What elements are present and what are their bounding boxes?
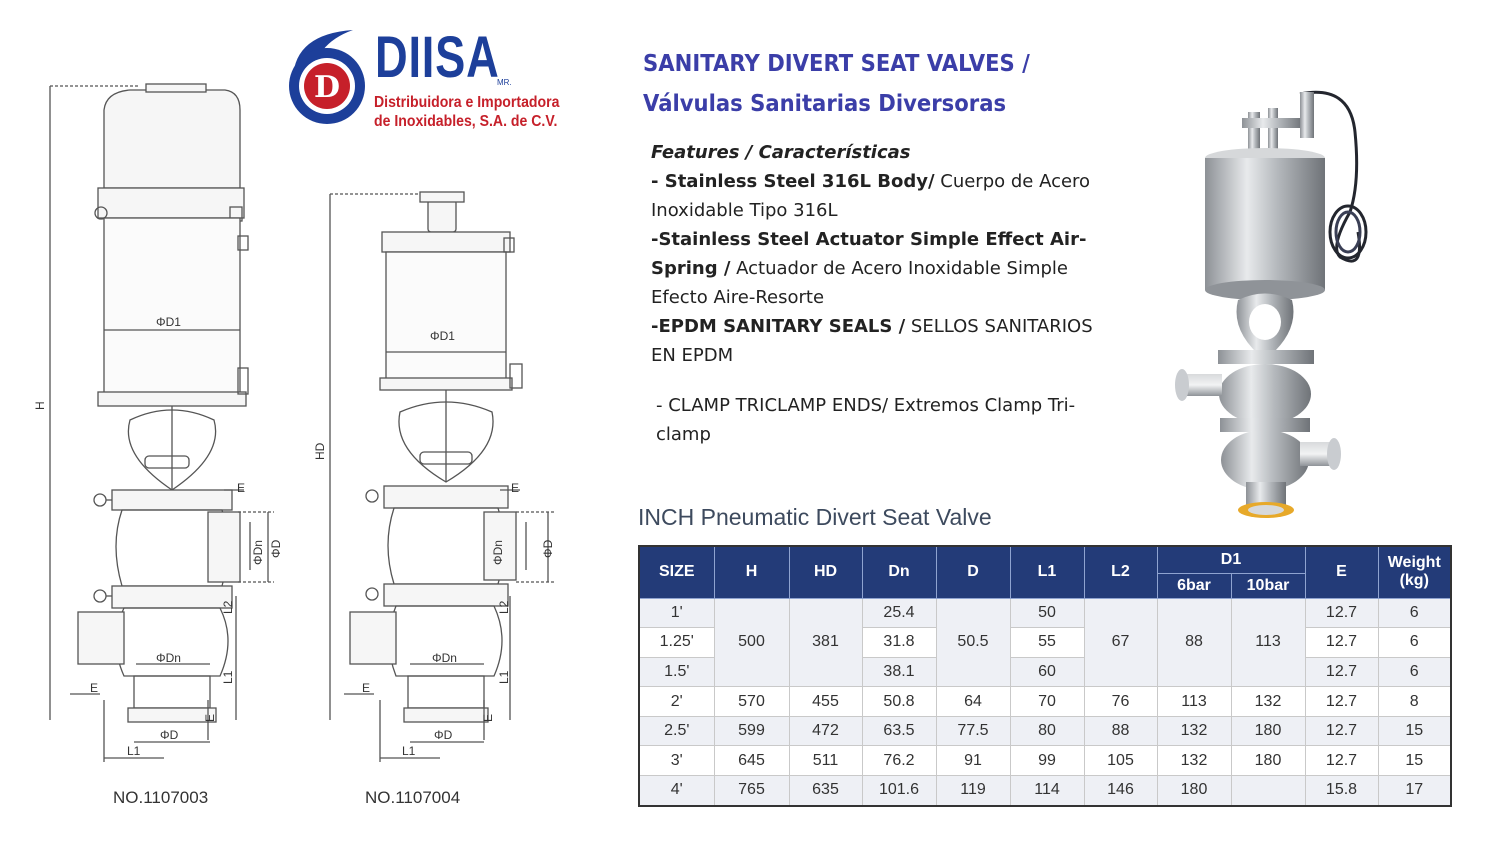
cell-hd: 472 [789, 716, 862, 746]
cell-weight: 17 [1378, 776, 1451, 806]
feature-item [651, 312, 1121, 370]
table-row [639, 776, 1451, 806]
col-header-d: D [936, 546, 1010, 598]
logo-emblem [283, 26, 375, 136]
dim-d-label-right-bottom: ΦD [434, 728, 453, 742]
feature-item-text: Actuador de Acero Inoxidable Simple Efecto Aire-Resorte [651, 258, 1069, 308]
dim-dn-label-left-side: ΦDn [251, 540, 265, 565]
cell-d: 64 [936, 687, 1010, 717]
col-header-dn: Dn [862, 546, 936, 598]
cell-h: 645 [714, 746, 789, 776]
cell-e: 15.8 [1305, 776, 1378, 806]
cell-d1-10bar: 180 [1231, 746, 1305, 776]
cell-size: 1.25' [639, 628, 714, 658]
col-header-weight: Weight (kg) [1378, 546, 1451, 598]
feature-item-bold: -Stainless Steel Actuator Simple Effect Air-Spring / [651, 229, 1087, 279]
dim-d-label-left-side: ΦD [269, 539, 283, 558]
col-header-l1: L1 [1010, 546, 1084, 598]
cell-d1-6bar: 132 [1157, 746, 1231, 776]
cell-size: 1.5' [639, 657, 714, 687]
col-header-l2: L2 [1084, 546, 1157, 598]
dim-d1-label-left: ΦD1 [156, 315, 181, 329]
cell-weight: 15 [1378, 716, 1451, 746]
valve-photo-illustration [1150, 82, 1450, 522]
cell-d: 119 [936, 776, 1010, 806]
col-header-d1-10bar: 10bar [1231, 573, 1305, 598]
cell-d: 77.5 [936, 716, 1010, 746]
cell-l1: 55 [1010, 628, 1084, 658]
dim-l2-label-left: L2 [221, 600, 235, 614]
cell-size: 3' [639, 746, 714, 776]
dim-l1-label-right-bottom: L1 [402, 744, 416, 758]
dim-hd-label: HD [313, 442, 327, 460]
dim-l2-label-right: L2 [497, 600, 511, 614]
cell-dn: 63.5 [862, 716, 936, 746]
logo-registered-mark: MR. [497, 78, 512, 87]
table-title: INCH Pneumatic Divert Seat Valve [638, 504, 992, 530]
dim-l1-label-left-bottom: L1 [127, 744, 141, 758]
cell-hd: 511 [789, 746, 862, 776]
cell-l1: 114 [1010, 776, 1084, 806]
cell-size: 2.5' [639, 716, 714, 746]
drawing-label-right: NO.1107004 [365, 788, 461, 807]
cell-l1: 80 [1010, 716, 1084, 746]
cell-l2: 146 [1084, 776, 1157, 806]
cell-l2: 88 [1084, 716, 1157, 746]
feature-item-bold: - Stainless Steel 316L Body/ [651, 171, 935, 192]
dim-e-label-right-bottom: E [362, 681, 371, 695]
drawing-right-valve [330, 192, 554, 762]
cell-d1-6bar: 132 [1157, 716, 1231, 746]
feature-item-text: Cuerpo de Acero Inoxidable Tipo 316L [651, 171, 1091, 221]
cell-weight: 6 [1378, 657, 1451, 687]
dim-e-label-left-lower: E [203, 713, 217, 722]
cell-weight: 8 [1378, 687, 1451, 717]
cell-e: 12.7 [1305, 687, 1378, 717]
features-list [651, 138, 1121, 370]
cell-d1-10bar [1231, 776, 1305, 806]
cell-l1: 50 [1010, 598, 1084, 628]
title-line-2: Válvulas Sanitarias Diversoras [643, 91, 1007, 117]
title-line-1: SANITARY DIVERT SEAT VALVES / [643, 51, 1030, 77]
dim-l1-label-left-side: L1 [221, 670, 235, 684]
cell-dn: 76.2 [862, 746, 936, 776]
drawing-label-left: NO.1107003 [113, 788, 209, 807]
cell-d1-6bar: 113 [1157, 687, 1231, 717]
cell-dn: 31.8 [862, 628, 936, 658]
cell-size: 4' [639, 776, 714, 806]
dim-d1-label-right: ΦD1 [430, 329, 455, 343]
dim-dn-label-left-bottom: ΦDn [156, 651, 181, 665]
cell-l1: 99 [1010, 746, 1084, 776]
logo-tagline-1: Distribuidora e Importadora [374, 94, 560, 111]
cell-size: 2' [639, 687, 714, 717]
dim-h-label: H [33, 401, 47, 410]
cell-e: 12.7 [1305, 716, 1378, 746]
col-header-h: H [714, 546, 789, 598]
dim-dn-label-right-bottom: ΦDn [432, 651, 457, 665]
cell-d1-10bar: 132 [1231, 687, 1305, 717]
cell-l1: 70 [1010, 687, 1084, 717]
company-logo [283, 26, 603, 136]
logo-tagline-2: de Inoxidables, S.A. de C.V. [374, 113, 558, 130]
cell-dn: 38.1 [862, 657, 936, 687]
cell-e: 12.7 [1305, 657, 1378, 687]
dim-d-label-right-side: ΦD [541, 539, 555, 558]
logo-emblem-letter: D [313, 70, 341, 105]
cell-dn: 25.4 [862, 598, 936, 628]
cell-d: 91 [936, 746, 1010, 776]
cell-hd: 455 [789, 687, 862, 717]
cell-weight: 15 [1378, 746, 1451, 776]
dim-l1-label-right-side: L1 [497, 670, 511, 684]
dim-e-label-left-top: E [237, 481, 246, 495]
dim-d-label-left-bottom: ΦD [160, 728, 179, 742]
table-row [639, 716, 1451, 746]
cell-l2: 105 [1084, 746, 1157, 776]
spec-table [638, 545, 1452, 807]
feature-item [651, 225, 1121, 312]
dim-dn-label-right-side: ΦDn [491, 540, 505, 565]
page-title [643, 44, 1158, 124]
feature-item [651, 167, 1121, 225]
dim-e-label-right-lower: E [481, 713, 495, 722]
table-row [639, 687, 1451, 717]
col-header-size: SIZE [639, 546, 714, 598]
cell-d1-10bar: 113 [1231, 598, 1305, 687]
table-row [639, 598, 1451, 628]
valve-product-photo [1150, 82, 1450, 522]
cell-h: 599 [714, 716, 789, 746]
cell-dn: 101.6 [862, 776, 936, 806]
feature-item-bold: -EPDM SANITARY SEALS / [651, 316, 906, 337]
cell-h: 570 [714, 687, 789, 717]
cell-d1-10bar: 180 [1231, 716, 1305, 746]
cell-size: 1' [639, 598, 714, 628]
col-header-d1: D1 [1157, 546, 1305, 573]
features-heading: Features / Características [651, 142, 911, 163]
col-header-e: E [1305, 546, 1378, 598]
col-header-hd: HD [789, 546, 862, 598]
cell-d: 50.5 [936, 598, 1010, 687]
cell-h: 765 [714, 776, 789, 806]
dim-e-label-right-top: E [511, 481, 520, 495]
cell-e: 12.7 [1305, 628, 1378, 658]
dim-e-label-left-bottom: E [90, 681, 99, 695]
cell-dn: 50.8 [862, 687, 936, 717]
cell-weight: 6 [1378, 598, 1451, 628]
cell-hd: 381 [789, 598, 862, 687]
cell-l2: 76 [1084, 687, 1157, 717]
cell-hd: 635 [789, 776, 862, 806]
cell-weight: 6 [1378, 628, 1451, 658]
cell-l2: 67 [1084, 598, 1157, 687]
cell-e: 12.7 [1305, 746, 1378, 776]
logo-brand-text: DIISA [375, 25, 500, 90]
cell-d1-6bar: 88 [1157, 598, 1231, 687]
table-row [639, 746, 1451, 776]
col-header-d1-6bar: 6bar [1157, 573, 1231, 598]
cell-h: 500 [714, 598, 789, 687]
cell-d1-6bar: 180 [1157, 776, 1231, 806]
cell-e: 12.7 [1305, 598, 1378, 628]
feature-clamp-ends: - CLAMP TRICLAMP ENDS/ Extremos Clamp Tri-clamp [656, 395, 1076, 445]
cell-l1: 60 [1010, 657, 1084, 687]
feature-item-text: SELLOS SANITARIOS EN EPDM [651, 316, 1093, 366]
